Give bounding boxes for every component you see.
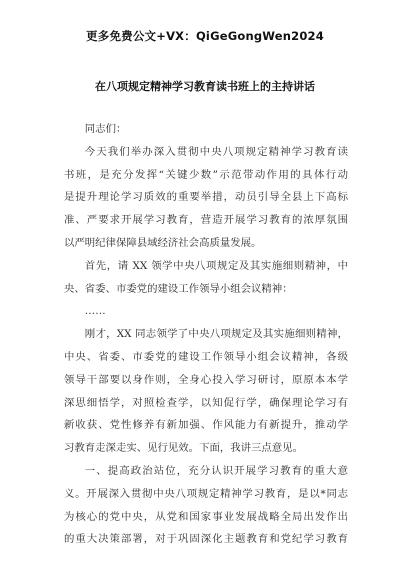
paragraph-2 [64, 255, 348, 301]
paragraph-line: 是提升理论学习质效的重要举措，动员引导全县上下高标 [64, 191, 348, 204]
paragraph-line: 书班，是充分发挥“关键少数”示范带动作用的具体行动 [64, 168, 348, 181]
ellipsis-line: …… [84, 305, 106, 318]
paragraph-5 [64, 460, 348, 551]
paragraph-line: 准、严要求开展学习教育，营造开展学习教育的浓厚氛围 [64, 214, 348, 227]
paragraph-3 [64, 300, 348, 323]
paragraph-line: 义。开展深入贯彻中央八项规定精神学习教育，是以*同志 [64, 487, 348, 500]
paragraph-4 [64, 323, 348, 460]
page-header: 更多免费公文+VX：QiGeGongWen2024 [86, 29, 324, 43]
paragraph-line: 央、省委、市委党的建设工作领导小组会议精神： [64, 282, 293, 295]
salutation: 同志们： [84, 123, 127, 135]
paragraph-line: 领导干部要以身作则，全身心投入学习研讨，原原本本学 [64, 373, 348, 386]
paragraph-1 [64, 141, 348, 255]
paragraph-line: 习教育走深走实、见行见效。下面，我讲三点意见。 [64, 442, 303, 455]
document-body [64, 118, 348, 551]
document-title: 在八项规定精神学习教育读书班上的主持讲话 [95, 80, 315, 93]
paragraph-line: 首先，请 XX 领学中央八项规定及其实施细则精神，中 [84, 259, 348, 272]
paragraph-line: 深思细悟学，对照检查学，以知促行学，确保理论学习有 [64, 396, 348, 409]
paragraph-line: 刚才，XX 同志领学了中央八项规定及其实施细则精神， [84, 328, 348, 341]
paragraph-line: 的重大决策部署，对于巩固深化主题教育和党纪学习教育 [64, 533, 348, 546]
paragraph-line: 为核心的党中央，从党和国家事业发展战略全局出发作出 [64, 510, 348, 523]
paragraph-line: 中央、省委、市委党的建设工作领导小组会议精神，各级 [64, 350, 348, 363]
paragraph-line: 以严明纪律保障县域经济社会高质量发展。 [64, 236, 262, 249]
paragraph-line: 今天我们举办深入贯彻中央八项规定精神学习教育读 [84, 145, 348, 158]
paragraph-line: 新收获、党性修养有新加强、作风能力有新提升，推动学 [64, 419, 348, 432]
paragraph-line: 一、提高政治站位，充分认识开展学习教育的重大意 [84, 464, 348, 477]
